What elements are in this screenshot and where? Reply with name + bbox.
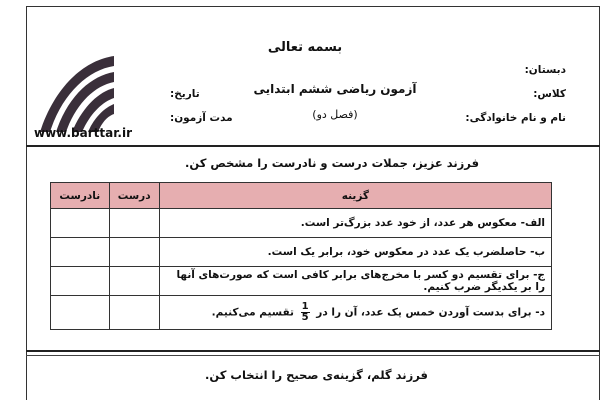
table-row	[51, 267, 552, 296]
true-answer-cell[interactable]	[109, 267, 159, 296]
statement-text	[159, 296, 551, 330]
fraction-numerator: 1	[301, 301, 309, 312]
statement-text: ب- حاصلضرب یک عدد در معکوس خود، برابر یک است.	[159, 238, 551, 267]
false-answer-cell[interactable]	[51, 238, 110, 267]
fraction-one-fifth	[301, 302, 310, 323]
date-label: تاریخ:	[170, 88, 200, 100]
duration-label: مدت آزمون:	[170, 112, 233, 124]
true-header: درست	[109, 183, 159, 209]
name-label: نام و نام خانوادگی:	[465, 112, 566, 124]
section-divider-thin	[26, 355, 600, 356]
page-title: بسمه تعالی	[267, 40, 343, 55]
barttar-logo-icon	[36, 54, 116, 134]
statement-text: ج- برای تقسیم دو کسر با مخرج‌های برابر کافی است که صورت‌های آنها را بر یکدیگر ضرب کنیم.	[159, 267, 551, 296]
section-divider	[26, 350, 600, 352]
statement-text: الف- معکوس هر عدد، از خود عدد بزرگ‌تر است.	[159, 209, 551, 238]
false-answer-cell[interactable]	[51, 267, 110, 296]
logo-url-text: www.barttar.ir	[34, 126, 133, 140]
false-header: نادرست	[51, 183, 110, 209]
class-label: کلاس:	[533, 88, 566, 100]
statement-text-after: تقسیم می‌کنیم.	[211, 306, 294, 319]
exam-title: آزمون ریاضی ششم ابتدایی	[253, 82, 417, 96]
page-border-left	[26, 6, 27, 400]
false-answer-cell[interactable]	[51, 296, 110, 330]
table-row	[51, 238, 552, 267]
true-answer-cell[interactable]	[109, 296, 159, 330]
table-row	[51, 209, 552, 238]
true-answer-cell[interactable]	[109, 209, 159, 238]
fraction-denominator: 5	[301, 312, 309, 323]
school-label: دبستان:	[524, 64, 566, 76]
page-border-top	[26, 6, 600, 7]
table-row	[51, 296, 552, 330]
true-false-table	[50, 182, 552, 330]
table-header-row	[51, 183, 552, 209]
section1-instruction: فرزند عزیز، جملات درست و نادرست را مشخص کن.	[185, 156, 479, 170]
false-answer-cell[interactable]	[51, 209, 110, 238]
section2-instruction: فرزند گلم، گزینه‌ی صحیح را انتخاب کن.	[205, 368, 428, 382]
true-answer-cell[interactable]	[109, 238, 159, 267]
header-divider	[26, 145, 600, 147]
option-header: گزینه	[159, 183, 551, 209]
statement-text-before: د- برای بدست آوردن خمس یک عدد، آن را در	[316, 306, 545, 319]
exam-chapter: (فصل دو)	[312, 108, 358, 121]
